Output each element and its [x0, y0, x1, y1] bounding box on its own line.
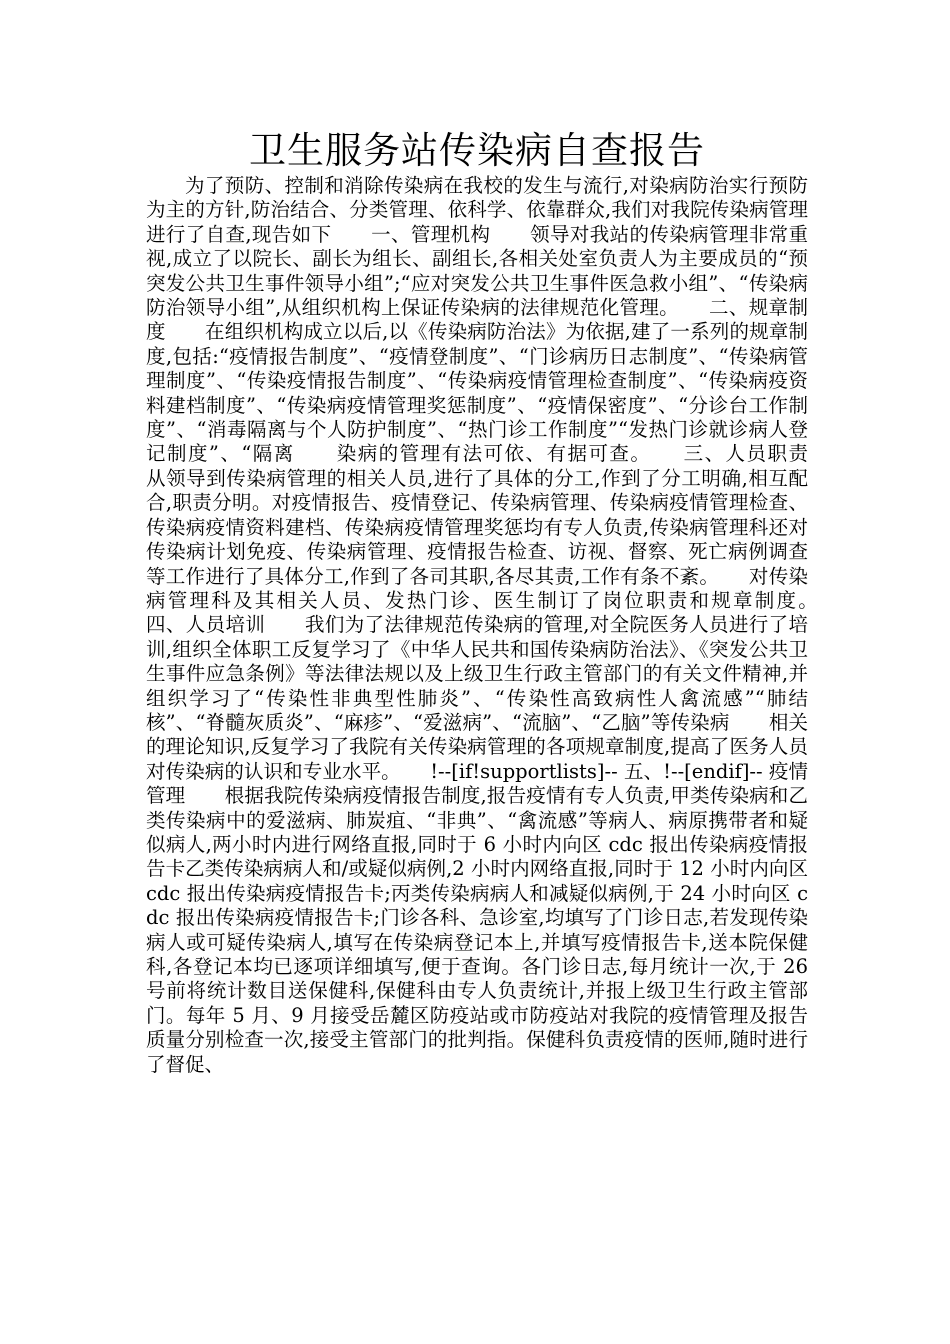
document-body: 为了预防、控制和消除传染病在我校的发生与流行,对染病防治实行预防为主的方针,防治结合、分类管理、依科学、依靠群众,我们对我院传染病管理进行了自查,现告如下 一、管理机构 领导对我站的传染病管理非常重视,成立了以院长、副长为组长、副组长,各相关处室负责人为主要成员的“预突发公共卫生事件领导小组”;“应对突发公共卫生事件医急救小组”、“传染病防治领导小组”,从组织机构上保证传染病的法律规范化管理。 二、规章制度 在组织机构成立以后,以《传染病防治法》为依据,建了一系列的规章制度,包括:“疫情报告制度”、“疫情登制度”、“门诊病历日志制度”、“传染病管理制度”、“传染疫情报告制度”、“传染病疫情管理检查制度”、“传染病疫资料建档制度”、“传染病疫情管理奖惩制度”、“疫情保密度”、“分诊台工作制度”、“消毒隔离与个人防护制度”、“热门诊工作制度”“发热门诊就诊病人登记制度”、“隔离 染病的管理有法可依、有据可查。 三、人员职责 从领导到传染病管理的相关人员,进行了具体的分工,作到了分工明确,相互配合,职责分明。对疫情报告、疫情登记、传染病管理、传染病疫情管理检查、传染病疫情资料建档、传染病疫情管理奖惩均有专人负责,传染病管理科还对传染病计划免疫、传染病管理、疫情报告检查、访视、督察、死亡病例调查等工作进行了具体分工,作到了各司其职,各尽其责,工作有条不紊。 对传染病管理科及其相关人员、发热门诊、医生制订了岗位职责和规章制度。 四、人员培训 我们为了法律规范传染病的管理,对全院医务人员进行了培训,组织全体职工反复学习了《中华人民共和国传染病防治法》、《突发公共卫生事件应急条例》等法律法规以及上级卫生行政主管部门的有关文件精神,并组织学习了“传染性非典型性肺炎”、“传染性高致病性人禽流感”“肺结核”、“脊髓灰质炎”、“麻疹”、“爱滋病”、“流脑”、“乙脑”等传染病 相关的理论知识,反复学习了我院有关传染病管理的各项规章制度,提高了医务人员对传染病的认识和专业水平。 !--[if!supportlists]-- 五、!--[endif]-- 疫情管理 根据我院传染病疫情报告制度,报告疫情有专人负责,甲类传染病和乙类传染病中的爱滋病、肺炭疽、“非典”、“禽流感”等病人、病原携带者和疑似病人,两小时内进行网络直报,同时于 6 小时内向区 cdc 报出传染病疫情报告卡乙类传染病病人和/或疑似病例,2 小时内网络直报,同时于 12 小时内向区 cdc 报出传染病疫情报告卡;丙类传染病病人和减疑似病例,于 24 小时向区 cdc 报出传染病疫情报告卡;门诊各科、急诊室,均填写了门诊日志,若发现传染病人或可疑传染病人,填写在传染病登记本上,并填写疫情报告卡,送本院保健科,各登记本均已逐项详细填写,便于查询。各门诊日志,每月统计一次,于 26 号前将统计数目送保健科,保健科由专人负责统计,并报上级卫生行政主管部门。每年 5 月、9 月接受岳麓区防疫站或市防疫站对我院的疫情管理及报告质量分别检查一次,接受主管部门的批判指。保健科负责疫情的医师,随时进行了督促、 — [146, 174, 848, 1076]
document-page — [146, 128, 848, 1077]
document-title: 卫生服务站传染病自查报告 — [249, 129, 705, 172]
